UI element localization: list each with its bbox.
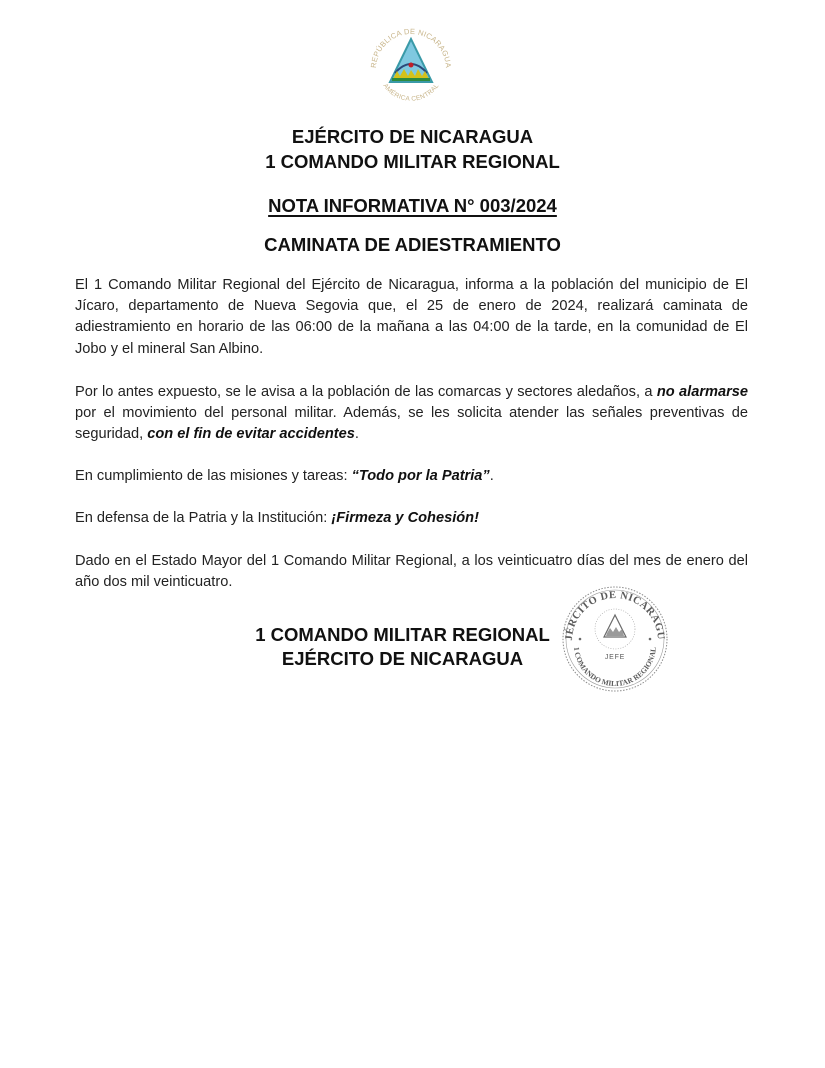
paragraph-motto-defense bbox=[75, 508, 748, 529]
official-stamp-icon bbox=[558, 583, 672, 693]
motto-mission-end: . bbox=[489, 468, 494, 484]
note-subject: CAMINATA DE ADIESTRAMIENTO bbox=[264, 234, 561, 255]
warning-text-a: Por lo antes expuesto, se le avisa a la población de las comarcas y sectores aledaños, a bbox=[75, 384, 657, 400]
svg-text:1 COMANDO MILITAR REGIONAL bbox=[572, 646, 658, 688]
signature-command: 1 COMANDO MILITAR REGIONAL bbox=[255, 624, 550, 645]
warning-emphasis-no-alarm: no alarmarse bbox=[656, 384, 748, 400]
paragraph-issued: Dado en el Estado Mayor del 1 Comando Militar Regional, a los veinticuatro días del mes de enero del año dos mil veinticuatro. bbox=[75, 553, 748, 591]
note-title: NOTA INFORMATIVA N° 003/2024 bbox=[268, 195, 557, 216]
coat-ring-text-bottom: AMÉRICA CENTRAL bbox=[381, 82, 441, 103]
paragraph-motto-mission bbox=[75, 466, 748, 487]
warning-emphasis-avoid-accidents: con el fin de evitar accidentes bbox=[147, 426, 355, 443]
motto-defense-lead: En defensa de la Patria y la Institución: bbox=[75, 510, 332, 526]
coat-ring-text-top: REPÚBLICA DE NICARAGUA bbox=[368, 27, 454, 69]
svg-text:AMÉRICA CENTRAL bbox=[381, 82, 440, 102]
warning-text-e: . bbox=[354, 426, 359, 443]
header-command: 1 COMANDO MILITAR REGIONAL bbox=[265, 151, 560, 172]
signature-institution: EJÉRCITO DE NICARAGUA bbox=[281, 648, 524, 669]
motto-mission-quote: “Todo por la Patria” bbox=[351, 468, 490, 484]
motto-mission-lead: En cumplimiento de las misiones y tareas: bbox=[75, 468, 352, 484]
nicaragua-coat-of-arms-icon bbox=[366, 27, 456, 107]
motto-defense-quote: ¡Firmeza y Cohesión! bbox=[331, 510, 479, 526]
stamp-ring-text-bottom: 1 COMANDO MILITAR REGIONAL bbox=[572, 646, 659, 689]
header-institution: EJÉRCITO DE NICARAGUA bbox=[291, 126, 534, 147]
paragraph-warning bbox=[75, 382, 748, 446]
stamp-ring-text-top: JÉRCITO DE NICARAGU bbox=[563, 589, 667, 642]
stamp-center-text: JEFE bbox=[604, 654, 626, 661]
warning-text-c: por el movimiento del personal militar. Además, se les solicita atender las señales preventivas de seguridad, bbox=[75, 405, 748, 443]
paragraph-announcement: El 1 Comando Militar Regional del Ejército de Nicaragua, informa a la población del municipio de El Jícaro, departamento de Nueva Segovia que, el 25 de enero de 2024, realizará caminata de adiestramiento en horario de las 06:00 de la mañana a las 04:00 de la tarde, en la comunidad de El Jobo y el mineral San Albino. bbox=[75, 277, 748, 357]
